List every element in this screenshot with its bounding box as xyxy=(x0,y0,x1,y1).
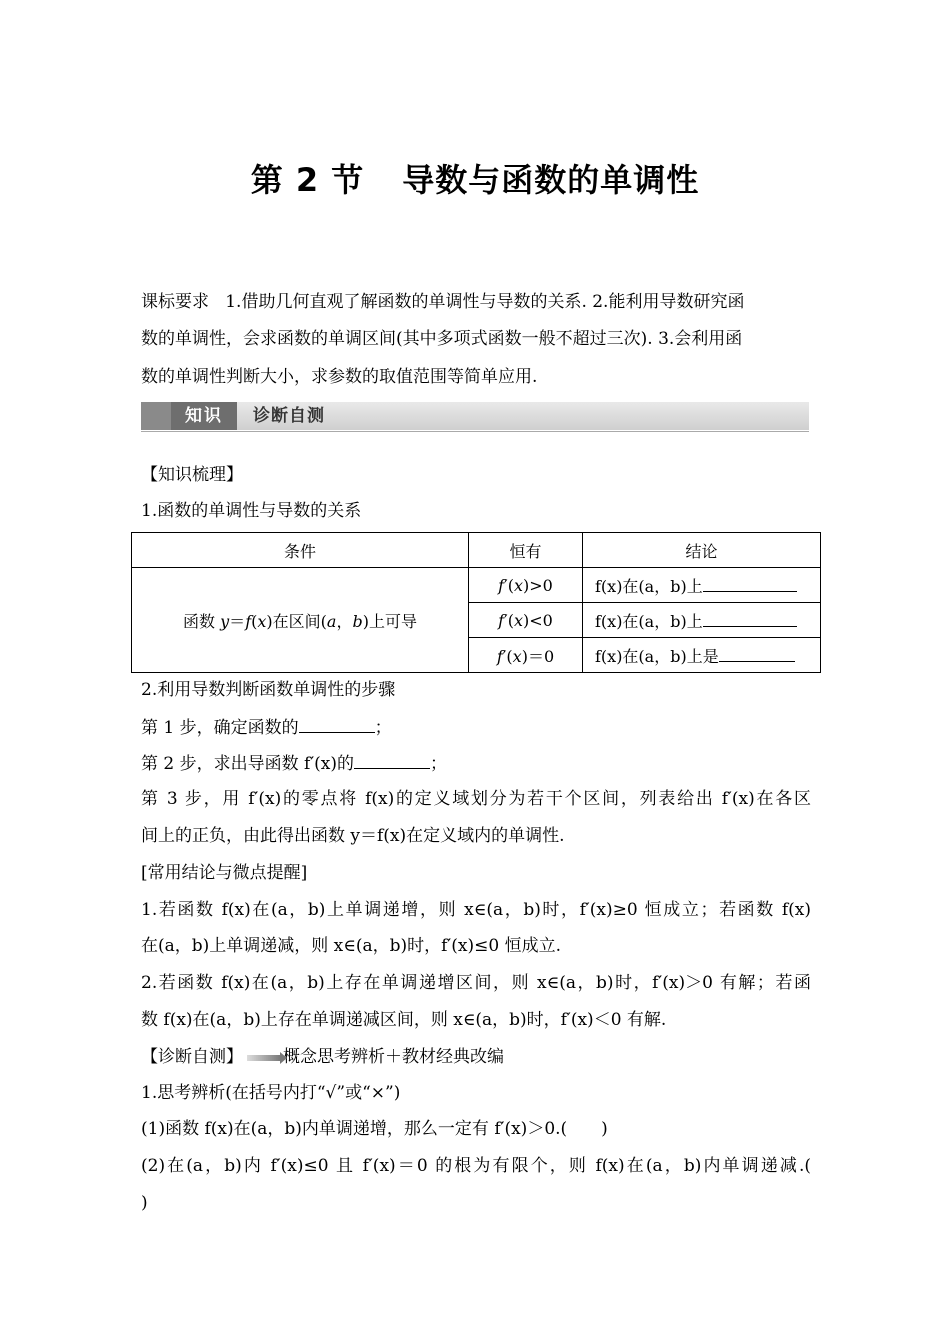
section-2-title: 2.利用导数判断函数单调性的步骤 xyxy=(141,680,396,700)
arrow-icon xyxy=(247,1055,281,1061)
page-title xyxy=(0,155,950,201)
table-derivative-cell: f′(x)＝0 xyxy=(469,638,583,673)
table-header-conclusion: 结论 xyxy=(583,533,821,568)
section-banner xyxy=(141,402,809,432)
diagnosis-header-line xyxy=(141,1046,811,1068)
answer-blank[interactable] xyxy=(703,575,797,592)
question-1-2: (2)在(a，b)内 f′(x)≤0 且 f′(x)＝0 的根为有限个，则 f(x)在(a，b)内单调递减.( xyxy=(141,1156,811,1176)
question-1-2-end: ) xyxy=(141,1193,148,1213)
table-conclusion-cell: f(x)在(a，b)上 xyxy=(583,568,821,603)
section-title: 导数与函数的单调性 xyxy=(402,161,700,199)
question-1-title: 1.思考辨析(在括号内打“√”或“×”) xyxy=(141,1083,401,1103)
banner-stripe xyxy=(141,402,171,430)
common-item-2-line-1: 2.若函数 f(x)在(a，b)上存在单调递增区间，则 x∈(a，b)时，f′(x)＞0 有解；若函 xyxy=(141,973,811,993)
common-item-1-line-2: 在(a，b)上单调递减，则 x∈(a，b)时，f′(x)≤0 恒成立. xyxy=(141,936,562,956)
table-conclusion-cell: f(x)在(a，b)上是 xyxy=(583,638,821,673)
table-header-row xyxy=(132,533,821,568)
diagnosis-subtitle: 概念思考辨析＋教材经典改编 xyxy=(283,1047,504,1067)
step-2: 第 2 步，求出导函数 f′(x)的 ； xyxy=(141,754,448,774)
answer-blank[interactable] xyxy=(719,645,795,662)
table-condition-cell: 函数 y＝f(x)在区间(a，b)上可导 xyxy=(132,568,469,673)
step-3-line-2: 间上的正负，由此得出函数 y＝f(x)在定义域内的单调性. xyxy=(141,826,565,846)
banner-tab: 知识 xyxy=(171,402,237,430)
step-3-line-1: 第 3 步，用 f′(x)的零点将 f(x)的定义域划分为若干个区间，列表给出 f′(x)在各区 xyxy=(141,789,811,809)
knowledge-header: 【知识梳理】 xyxy=(141,465,243,485)
common-item-1-line-1: 1.若函数 f(x)在(a，b)上单调递增，则 x∈(a，b)时，f′(x)≥0 恒成立；若函数 f(x) xyxy=(141,900,811,920)
requirements-label: 课标要求 xyxy=(141,292,209,312)
diagnosis-header: 【诊断自测】 xyxy=(141,1047,243,1067)
section-1-title: 1.函数的单调性与导数的关系 xyxy=(141,501,362,521)
requirements-line-3: 数的单调性判断大小，求参数的取值范围等简单应用. xyxy=(141,367,538,387)
table-header-always: 恒有 xyxy=(469,533,583,568)
question-1-1: (1)函数 f(x)在(a，b)内单调递增，那么一定有 f′(x)＞0.( ) xyxy=(141,1119,608,1139)
step-1: 第 1 步，确定函数的 ； xyxy=(141,718,392,738)
table-conclusion-cell: f(x)在(a，b)上 xyxy=(583,603,821,638)
answer-blank[interactable] xyxy=(299,716,375,733)
table-header-condition: 条件 xyxy=(132,533,469,568)
common-header: [常用结论与微点提醒] xyxy=(141,863,308,883)
table-row xyxy=(132,568,821,603)
answer-blank[interactable] xyxy=(354,752,430,769)
banner-label: 诊断自测 xyxy=(253,406,325,426)
answer-blank[interactable] xyxy=(703,610,797,627)
requirements-line-2: 数的单调性，会求函数的单调区间(其中多项式函数一般不超过三次). 3.会利用函 xyxy=(141,329,743,349)
banner-bar xyxy=(141,402,809,430)
banner-underline xyxy=(141,431,809,432)
requirements-line-1: 课标要求 1.借助几何直观了解函数的单调性与导数的关系. 2.能利用导数研究函 xyxy=(141,292,745,312)
table-derivative-cell: f′(x)<0 xyxy=(469,603,583,638)
common-item-2-line-2: 数 f(x)在(a，b)上存在单调递减区间，则 x∈(a，b)时，f′(x)＜0 有解. xyxy=(141,1010,667,1030)
monotonicity-table xyxy=(131,532,821,673)
table-derivative-cell: f′(x)>0 xyxy=(469,568,583,603)
section-number: 第 2 节 xyxy=(250,161,365,199)
